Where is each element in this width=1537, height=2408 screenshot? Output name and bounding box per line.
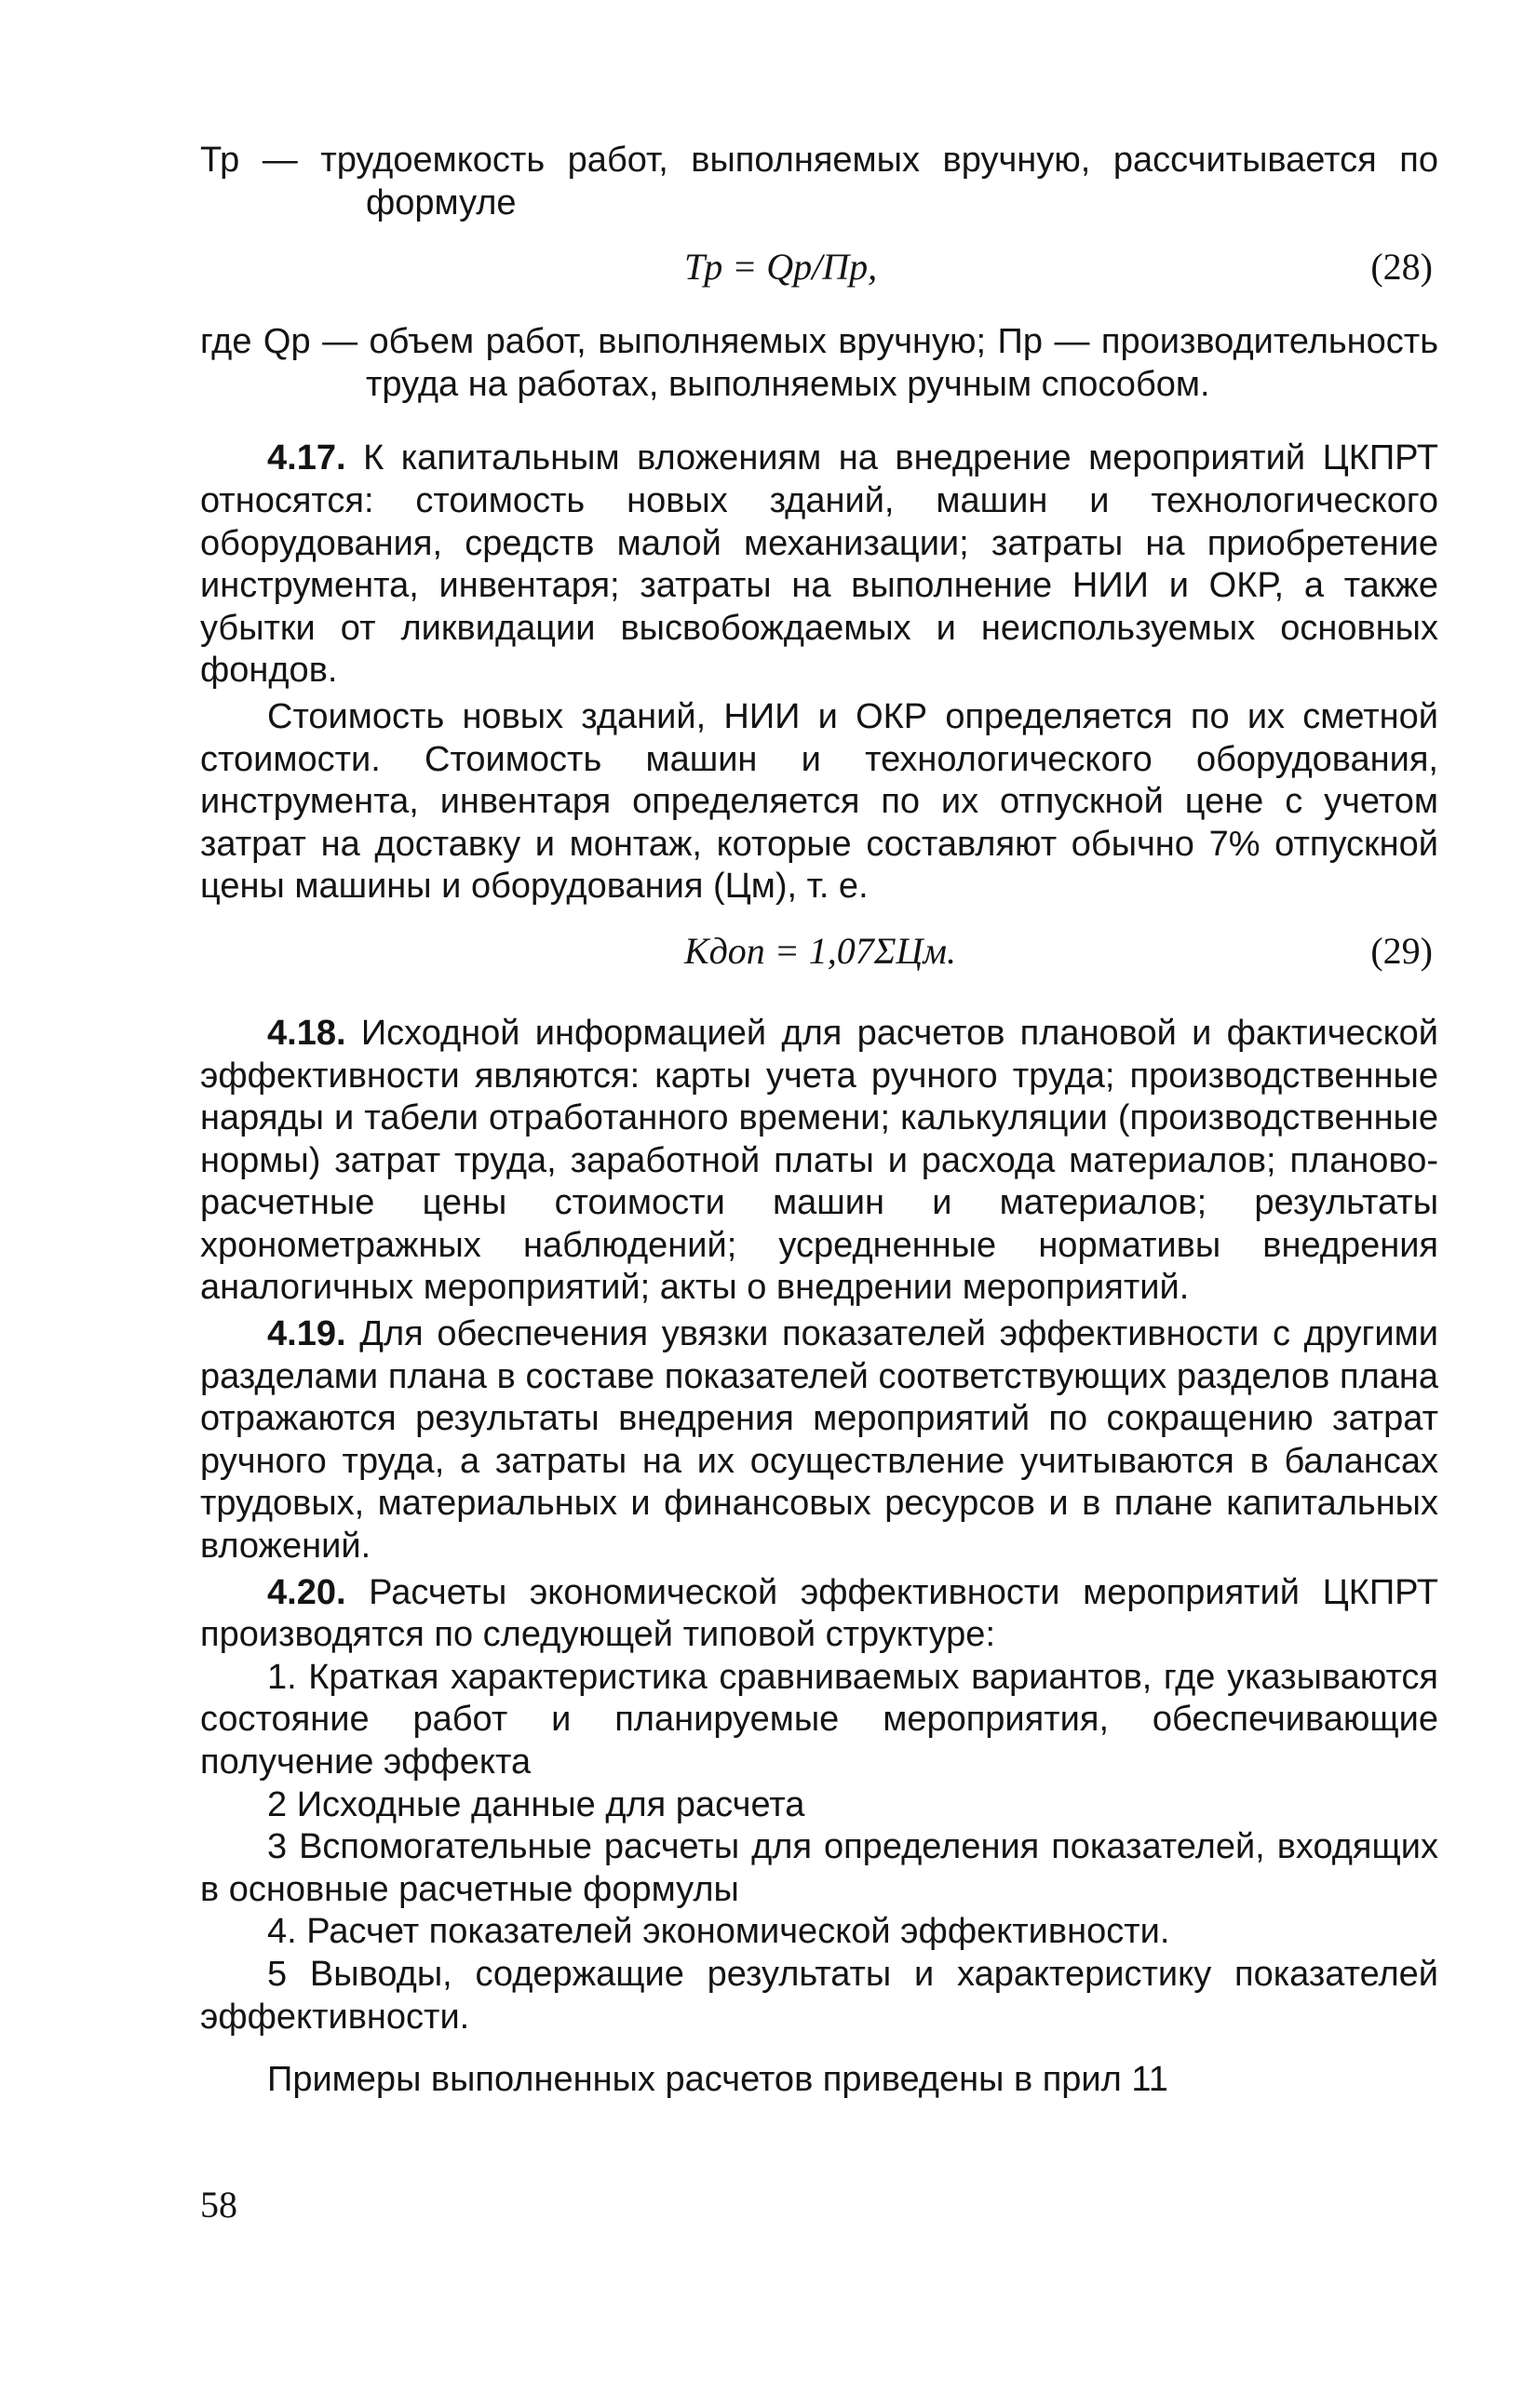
page-number: 58 <box>200 2184 237 2226</box>
list-item: 5 Выводы, содержащие результаты и характеристику показателей эффективности. <box>200 1954 1438 2037</box>
definition-tr: Тр — трудоемкость работ, выполняемых вручную, рассчитывается по формуле <box>200 141 1438 222</box>
section-4-17-number: 4.17. <box>267 438 346 478</box>
list-item: 4. Расчет показателей экономической эффективности. <box>267 1912 1170 1952</box>
section-4-17-text: К капитальным вложениям на внедрение мероприятий ЦКПРТ относятся: стоимость новых зданий, машин и технологического оборудования, средств малой механизации; затраты на приобретение инструмента, инвентаря; затраты на выполнение НИИ и ОКР, а также убытки от ликвидации высвобождаемых и неиспользуемых основных фондов. <box>200 438 1438 691</box>
section-4-17-paragraph-2: Стоимость новых зданий, НИИ и ОКР определяется по их сметной стоимости. Стоимость машин и технологического оборудования, инструмента, инвентаря определяется по их отпускной цене с учетом затрат на доставку и монтаж, которые составляют обычно 7% отпускной цены машины и оборудования (Цм), т. е. <box>200 696 1438 907</box>
section-4-20-number: 4.20. <box>267 1572 346 1612</box>
section-4-18-number: 4.18. <box>267 1013 346 1053</box>
section-4-18-text: Исходной информацией для расчетов плановой и фактической эффективности являются: карты учета ручного труда; производственные наряды и табели отработанного времени; калькуляции (производственные нормы) затрат труда, заработной платы и расхода материалов; планово-расчетные цены стоимости машин и материалов; результаты хронометражных наблюдений; усредненные нормативы внедрения аналогичных мероприятий; акты о внедрении мероприятий. <box>200 1013 1438 1308</box>
section-4-19 <box>200 1313 1438 1568</box>
list-item: 2 Исходные данные для расчета <box>267 1784 805 1824</box>
list-item: 3 Вспомогательные расчеты для определения показателей, входящих в основные расчетные формулы <box>200 1827 1438 1909</box>
section-4-19-number: 4.19. <box>267 1314 346 1354</box>
examples-note: Примеры выполненных расчетов приведены в прил 11 <box>267 2060 1168 2100</box>
formula-28-expression: Тр = Qр/Пр, <box>684 246 878 289</box>
section-4-19-text: Для обеспечения увязки показателей эффективности с другими разделами плана в составе показателей соответствующих разделов плана отражаются результаты внедрения мероприятий по сокращению затрат ручного труда, а затраты на их осуществление учитываются в балансах трудовых, материальных и финансовых ресурсов и в плане капитальных вложений. <box>200 1314 1438 1567</box>
formula-29-number: (29) <box>1370 929 1433 972</box>
list-item: 1. Краткая характеристика сравниваемых вариантов, где указываются состояние работ и планируемые мероприятия, обеспечивающие получение эффекта <box>200 1657 1438 1782</box>
formula-29-expression: Кдоп = 1,07ΣЦм. <box>684 929 956 972</box>
section-4-20-text: Расчеты экономической эффективности мероприятий ЦКПРТ производятся по следующей типовой структуре: <box>200 1572 1439 1655</box>
section-4-20 <box>200 1572 1438 1657</box>
formula-29 <box>200 929 1438 981</box>
document-page <box>200 140 1438 2102</box>
formula-28-number: (28) <box>1370 246 1433 289</box>
section-4-17 <box>200 437 1438 693</box>
section-4-18 <box>200 1013 1438 1310</box>
formula-28 <box>200 245 1438 297</box>
formula-28-where: где Qр — объем работ, выполняемых вручную; Пр — производительность труда на работах, выполняемых ручным способом. <box>200 322 1438 404</box>
